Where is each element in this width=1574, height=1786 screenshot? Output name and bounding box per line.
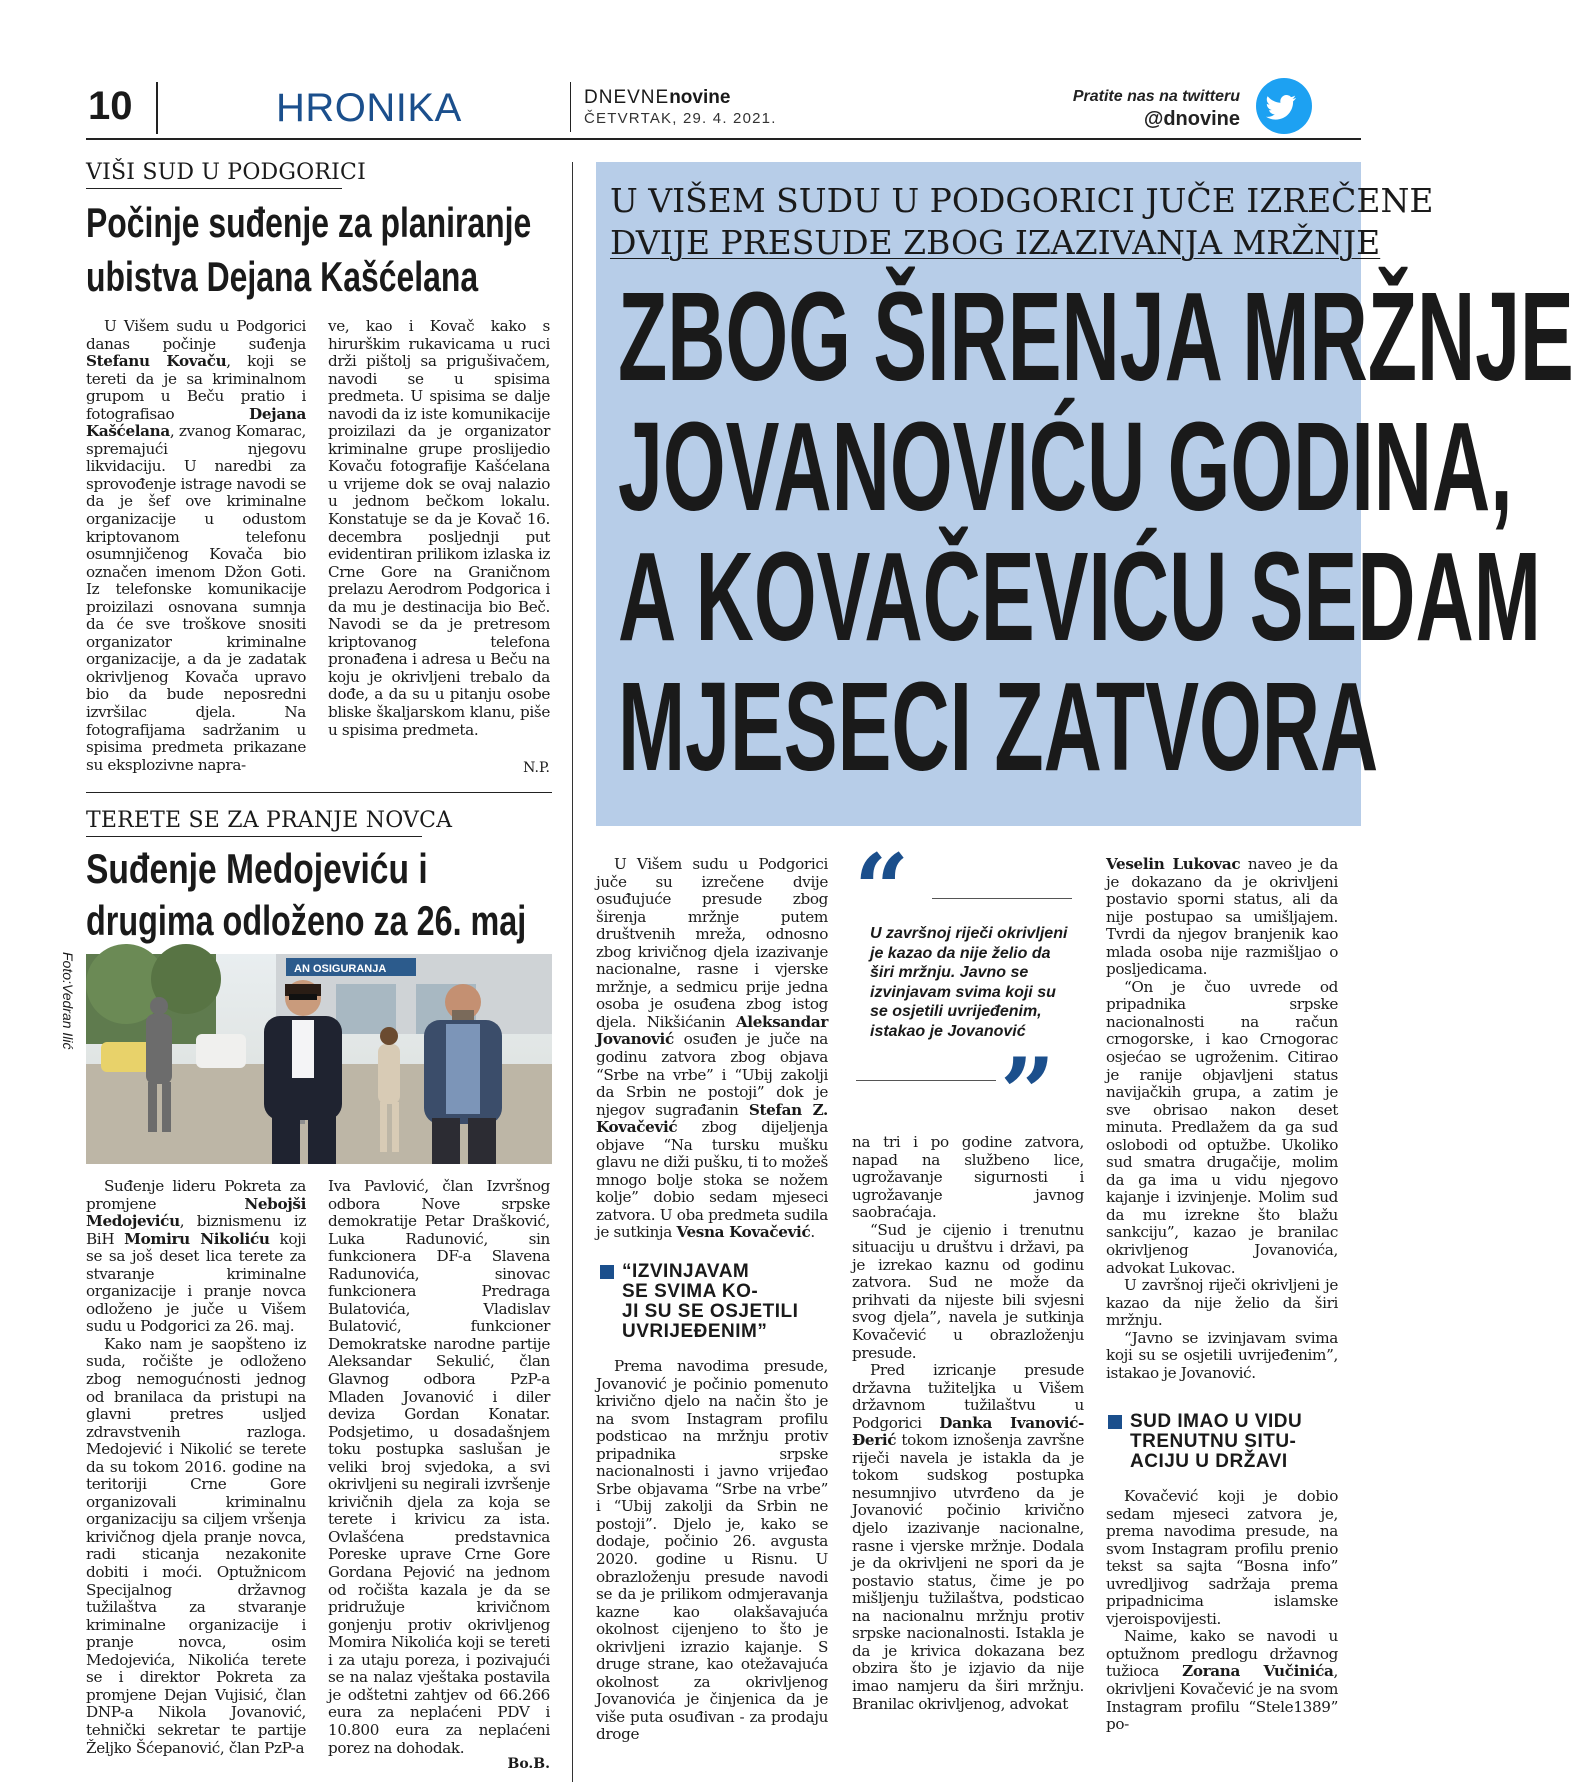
article3-kicker-line1: U VIŠEM SUDU U PODGORICI JUČE IZREČENE [610,181,1434,220]
article2-kicker: TERETE SE ZA PRANJE NOVCA [86,808,453,833]
article3-body-col3-top: Veselin Lukovac naveo je da je dokazano da je okrivljeni postavio sporni status, ali da nije postupao sa umišljajem. Tvrdi da njegov branjenik kao mlada osoba nije razmišljao o posljedicama. “On je čuo uvrede od pripadnika srpske nacionalnosti na račun crnogorske, i kao Crnogorac osjećao se ugroženim. Citirao je ranije objavljeni status navijačkih grupa, a zatim je sve obrisao nakon deset minuta. Predlažem da ga sud oslobodi od optužbe. Ukoliko sud smatra drugačije, molim da ga ima u vidu njegovo kajanje i izvinjenje. Molim sud da mu izrekne što blažu sankciju”, kazao je branilac okrivljenog Jovanovića, advokat Lukovac. U završnoj riječi okrivljeni je kazao da nije želio da širi mržnju. “Javno se izvinjavam svima koji su se osjetili uvrijeđenim”, istakao je Jovanović. [1106,855,1339,1382]
article3-headline-line2: JOVANOVIĆU GODINA, [618,396,1513,537]
page-header [0,0,1361,140]
brand-part-a: DNEVNE [584,87,670,108]
article1-signature: N.P. [523,760,550,776]
subheading-situation-line3: ACIJU U DRŽAVI [1130,1451,1288,1472]
article1-title-line2: ubistva Dejana Kašćelana [86,253,479,300]
subheading-apology [600,1262,828,1342]
column-divider [572,162,573,1782]
issue-date: ČETVRTAK, 29. 4. 2021. [584,110,777,127]
article2-kicker-rule [86,836,422,837]
page-number: 10 [88,84,133,128]
twitter-handle[interactable]: @dnovine [1143,108,1240,130]
article3-headline-line3: A KOVAČEVIĆU SEDAM [618,526,1541,667]
article2-signature: Bo.B. [507,1756,550,1772]
twitter-bird-icon[interactable] [1256,78,1312,134]
headline-box [596,162,1574,826]
quote-top-rule [932,898,1072,899]
brand-logo [584,88,730,108]
article1-kicker: VIŠI SUD U PODGORICI [86,160,366,185]
article2-body-col2: Iva Pavlović, član Izvršnog odbora Nove srpske demokratije Petar Drašković, Luka Radunović, sin funkcionera DF-a Slavena Radunovića, sinovac funkcionera Predraga Bulatovića, Vladislav Bulatović, funkcioner Demokratske narodne partije Aleksandar Sekulić, član Glavnog odbora PzP-a Mladen Jovanović i diler deviza Gordan Konatar. Podsjetimo, u dosadašnjem toku postupka saslušan je veliki broj svjedoka, a svi okrivljeni su negirali izvršenje krivičnih djela za koja se terete i krivicu za ista. Ovlašćena predstavnica Poreske uprave Crne Gore Gordana Pejović na jednom od ročišta kazala je da se pridružuje krivičnom gonjenju protiv okrivljenog Momira Nikolića koji se tereti i za utaju poreza, i pozivajući se na nalaz vještaka postavila je odštetni zahtjev od 66.266 eura za neplaćeni PDV i 10.800 eura za neplaćeni porez na dohodak. [328,1177,550,1757]
subheading-apology-line4: UVRIJEĐENIM” [622,1321,768,1342]
article3-body-col1-bottom: Prema navodima presude, Jovanović je počinio pomenuto krivično djelo na način što je na svom Instagram profilu podsticao na mržnju protiv pripadnika srpske nacionalnosti i javno vrijeđao Srbe objavama “Srbe na vrbe” i “Ubij zakolji da Srbin ne postoji”. Djelo je, kako se dodaje, počinio 26. avgusta 2020. godine u Risnu. U obrazloženju presude navodi se da je prilikom odmjeravanja kazne kao olakšavajuća okolnost cijenjeno to što je okrivljeni izrazio kajanje. S druge strane, kao otežavajuća okolnost za okrivljenog Jovanovića je činjenica da je više puta osuđivan - za prodaju droge [596,1357,828,1744]
article1-body-col2: ve, kao i Kovač kako s hirurškim rukavicama u ruci drži pištolj sa prigušivačem, navodi se u spisima predmeta. U spisima se dalje navodi da iz iste komunikacije proizilazi da je organizator kriminalne grupe proslijedio Kovaču fotografije Kašćelana u vrijeme dok se ovaj nalazio u jednom bečkom lokalu. Konstatuje se da je Kovač 16. decembra posljednji put evidentiran prilikom izlaska iz Crne Gore na Graničnom prelazu Aerodrom Podgorica i da mu je destinacija bio Beč. Navodi se da je pretresom kriptovanog telefona pronađena i adresa u Beču na koju je okrivljeni trebalo da dođe, a da su u pitanju osobe bliske škaljarskom klanu, piše u spisima predmeta. [328,317,550,739]
subheading-situation-line2: TRENUTNU SITU- [1130,1431,1297,1452]
article3-kicker-line2: DVIJE PRESUDE ZBOG IZAZIVANJA MRŽNJE [610,223,1381,262]
subheading-apology-line1: “IZVINJAVAM [622,1261,750,1282]
article2-body-col1: Suđenje lideru Pokreta za promjene Nebojši Medojeviću, biznismenu iz BiH Momiru Nikoliću koji se sa još deset lica terete za stvaranje kriminalne organizacije i pranje novca odloženo je juče u Višem sudu u Podgorici za 26. maj. Kako nam je saopšteno iz suda, ročište je odloženo zbog nemogućnosti jednog od branilaca da pristupi na glavni pretres usljed zdravstvenih razloga. Medojević i Nikolić se terete da su tokom 2016. godine na teritoriji Crne Gore organizovali kriminalnu organizaciju sa ciljem vršenja krivičnog djela pranje novca, radi sticanja nezakonite dobiti i moći. Optužnicom Specijalnog državnog tužilaštva za stvaranje kriminalne organizacije i pranje novca, osim Medojevića, Nikolića terete se i direktor Pokreta za promjene Dejan Vujisić, član DNP-a Nikola Jovanović, tehnički sekretar te partije Željko Šćepanović, član PzP-a [86,1177,306,1757]
quote-close-icon: ” [1000,1037,1056,1150]
photo-credit-text: Foto:Vedran Ilić [60,952,76,1050]
subheading-situation-line1: SUD IMAO U VIDU [1130,1411,1303,1432]
article2-title-line1: Suđenje Medojeviću i [86,845,428,892]
article3-headline-line1: ZBOG ŠIRENJA MRŽNJE [618,266,1574,407]
quote-open-icon: “ [854,833,910,946]
twitter-prompt: Pratite nas na twitteru [1072,88,1240,105]
brand-part-b: novine [669,87,731,108]
article1-body-col1: U Višem sudu u Podgorici danas počinje suđenja Stefanu Kovaču, koji se tereti da je sa kriminalnom grupom u Beču pratio i fotografisao Dejana Kašćelana, zvanog Komarac, spremajući njegovu likvidaciju. U naredbi za sprovođenje istrage navodi se da je šef ove kriminalne organizacije u odustom kriptovanom telefonu osumnjičenog Kovača bio označen imenom Džon Goti. Iz telefonske komunikacije proizilazi osnovana sumnja da će sve troškove snositi organizator kriminalne organizacije, a da je zadatak okrivljenog Kovača upravo bio da bude neposredni izvršilac djela. Na fotografijama sadržanim u spisima predmeta prikazane su eksplozivne napra- [86,317,307,774]
quote-bottom-rule [856,1080,996,1081]
subheading-situation [1108,1412,1340,1472]
section-title: HRONIKA [276,86,462,130]
article2-title-line2: drugima odloženo za 26. maj [86,897,527,944]
svg-text:AN OSIGURANJA: AN OSIGURANJA [294,963,387,975]
article1-end-rule [86,792,552,793]
article2-photo [86,954,552,1164]
pull-quote [852,833,1074,1150]
photo-credit [58,952,78,1092]
subheading-apology-line2: SE SVIMA KO- [622,1281,759,1302]
article1-kicker-rule [86,188,342,189]
quote-text: U završnoj riječi okrivljeni je kazao da nije želio da širi mržnju. Javno se izvinjavam svima koji su se osjetili uvrijeđenim, istakao je Jovanović [870,925,1068,1040]
article3-headline-line4: MJESECI ZATVORA [618,656,1379,797]
subheading-square-icon-2 [1108,1415,1122,1429]
article1-title-line1: Počinje suđenje za planiranje [86,199,532,246]
article3-body-col1-top: U Višem sudu u Podgorici juče su izrečene dvije osuđujuće presude zbog širenja mržnje putem društvenih mreža, odnosno zbog krivičnog djela izazivanje nacionalne, rasne i vjerske mržnje, a sedmicu prije jedna osoba je osuđena zbog istog djela. Nikšićanin Aleksandar Jovanović osuđen je juče na godinu zatvora zbog objava “Srbe na vrbe” i “Ubij zakolji da Srbin ne postoji” dok je njegov sugrađanin Stefan Z. Kovačević zbog dijeljenja objave “Na tursku mušku glavu ne diži pušku, ti to možeš mnogo bolje stoka se nožem kolje” dobio sedam mjeseci zatvora. U oba predmeta sudila je sutkinja Vesna Kovačević. [596,855,828,1242]
header-divider [156,82,158,134]
header-divider-2 [570,82,571,132]
header-rule [86,138,1361,140]
article3-body-col2: na tri i po godine zatvora, napad na službeno lice, ugrožavanje sigurnosti i ugrožavanje javnog saobraćaja. “Sud je cijenio i trenutnu situaciju u društvu i državi, pa je izrekao kaznu od godinu zatvora. Sud ne može da prihvati da nijeste bili svjesni svog djela”, navela je sutkinja Kovačević u obrazloženju presude. Pred izricanje presude državna tužiteljka u Višem državnom tužilaštvu u Podgorici Danka Ivanović-Đerić tokom iznošenja završne riječi navela je istakla da je tokom sudskog postupka nesumnjivo utvrđeno da je Jovanović počinio krivično djelo izazivanje nacionalne, rasne i vjerske mržnje. Dodala je da okrivljeni ne spori da je postavio status, čime je po mišljenju tužilaštva, podsticao na nacionalnu mržnju protiv srpske nacionalnosti. Istakla je da je krivica dokazana bez obzira što je izjavio da nije imao namjeru da širi mržnju. Branilac okrivljenog, advokat [852,1133,1084,1713]
subheading-square-icon [600,1265,614,1279]
article3-body-col3-bottom: Kovačević koji je dobio sedam mjeseci zatvora je, prema navodima presude, na svom Instagram profilu prenio tekst sa sajta “Bosna info” uvredljivog sadržaja prema pripadnicima islamske vjeroispovijesti. Naime, kako se navodi u optužnom predlogu državnog tužioca Zorana Vučinića, okrivljeni Kovačević je na svom Instagram profilu “Stele1389” po- [1106,1487,1338,1734]
subheading-apology-line3: JI SU SE OSJETILI [622,1301,799,1322]
